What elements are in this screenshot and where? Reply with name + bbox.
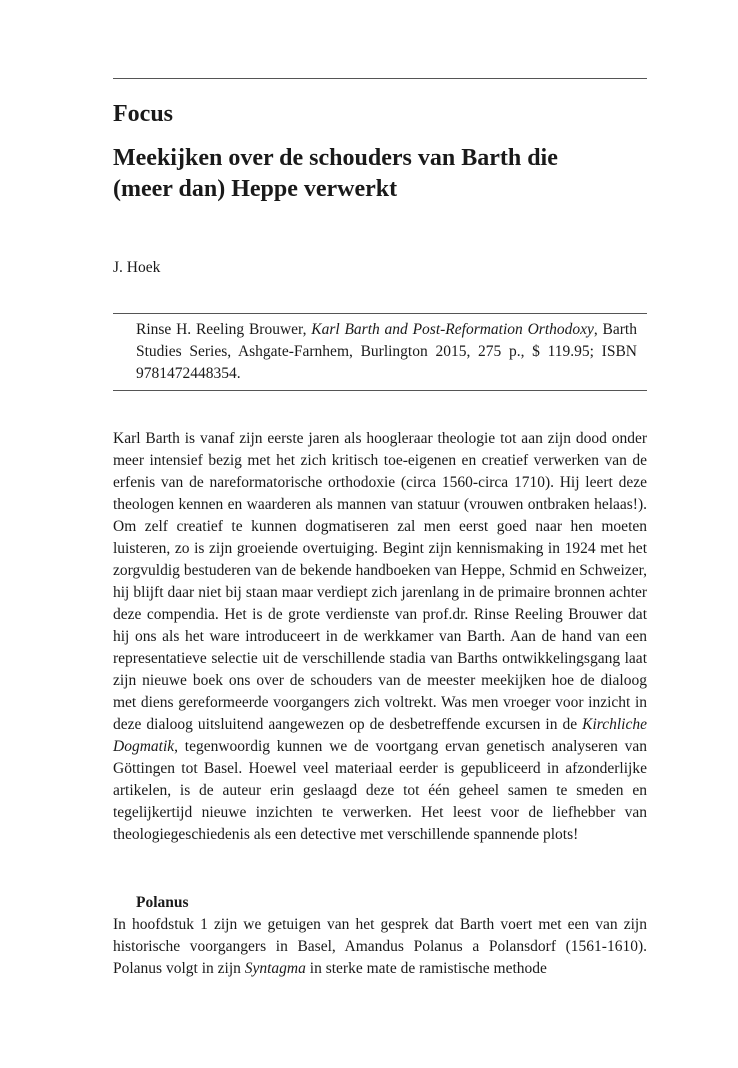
review-author: Rinse H. Reeling Brouwer, xyxy=(136,321,312,338)
intro-paragraph-italic: Kirchliche Dogmatik xyxy=(113,716,647,755)
review-top-rule xyxy=(113,313,647,314)
polanus-paragraph-part-1: In hoofdstuk 1 zijn we getuigen van het gesprek dat Barth voert met een van zijn historische voorgangers in Basel, Amandus Polanus a Polansdorf (1561-1610). Polanus volgt in zijn xyxy=(113,916,647,977)
article-title xyxy=(113,143,653,205)
review-book-title: Karl Barth and Post-Reformation Orthodoxy xyxy=(311,321,594,338)
polanus-paragraph-italic: Syntagma xyxy=(244,960,306,977)
polanus-paragraph xyxy=(113,914,647,980)
article-title-line-2: (meer dan) Heppe verwerkt xyxy=(113,176,398,202)
review-bottom-rule xyxy=(113,390,647,391)
reviewed-book-citation xyxy=(136,319,637,385)
review-details: , Barth Studies Series, Ashgate-Farnhem, Burlington 2015, 275 p., $ 119.95; ISBN 9781472448354. xyxy=(136,321,637,382)
polanus-paragraph-part-2: in sterke mate de ramistische methode xyxy=(305,960,547,977)
intro-paragraph xyxy=(113,428,647,846)
article-author: J. Hoek xyxy=(113,259,161,276)
article-title-line-1: Meekijken over de schouders van Barth die xyxy=(113,145,558,171)
intro-paragraph-part-2: , tegenwoordig kunnen we de voortgang ervan genetisch analyseren van Göttingen tot Basel. Hoewel veel materiaal eerder is gepubliceerd in afzonderlijke artikelen, is de auteur erin geslaagd deze tot één geheel samen te smeden en tegelijkertijd nieuwe inzichten te verwerken. Het leest voor de liefhebber van theologiegeschiedenis als een detective met verschillende spannende plots! xyxy=(113,738,647,843)
section-label: Focus xyxy=(113,101,173,127)
intro-paragraph-part-1: Karl Barth is vanaf zijn eerste jaren als hoogleraar theologie tot aan zijn dood onder meer intensief bezig met het zich kritisch toe-eigenen en creatief verwerken van de erfenis van de nareformatorische orthodoxie (circa 1560-circa 1710). Hij leert deze theologen kennen en waarderen als mannen van statuur (vrouwen ontbraken helaas!). Om zelf creatief te kunnen dogmatiseren zal men eerst goed naar hen moeten luisteren, zo is zijn groeiende overtuiging. Begint zijn kennismaking in 1924 met het zorgvuldig bestuderen van de bekende handboeken van Heppe, Schmid en Schweizer, hij blijft daar niet bij staan maar verdiept zich jarenlang in de primaire bronnen achter deze compendia. Het is de grote verdienste van prof.dr. Rinse Reeling Brouwer dat hij ons als het ware introduceert in de werkkamer van Barth. Aan de hand van een representatieve selectie uit de verschillende stadia van Barths ontwikkelingsgang laat zijn nieuwe boek ons over de schouders van de meester meekijken hoe de dialoog met diens gereformeerde voorgangers zich voltrekt. Was men vroeger voor inzicht in deze dialoog uitsluitend aangewezen op de desbetreffende excursen in de xyxy=(113,430,647,733)
top-rule xyxy=(113,78,647,79)
section-heading-polanus: Polanus xyxy=(136,894,189,911)
